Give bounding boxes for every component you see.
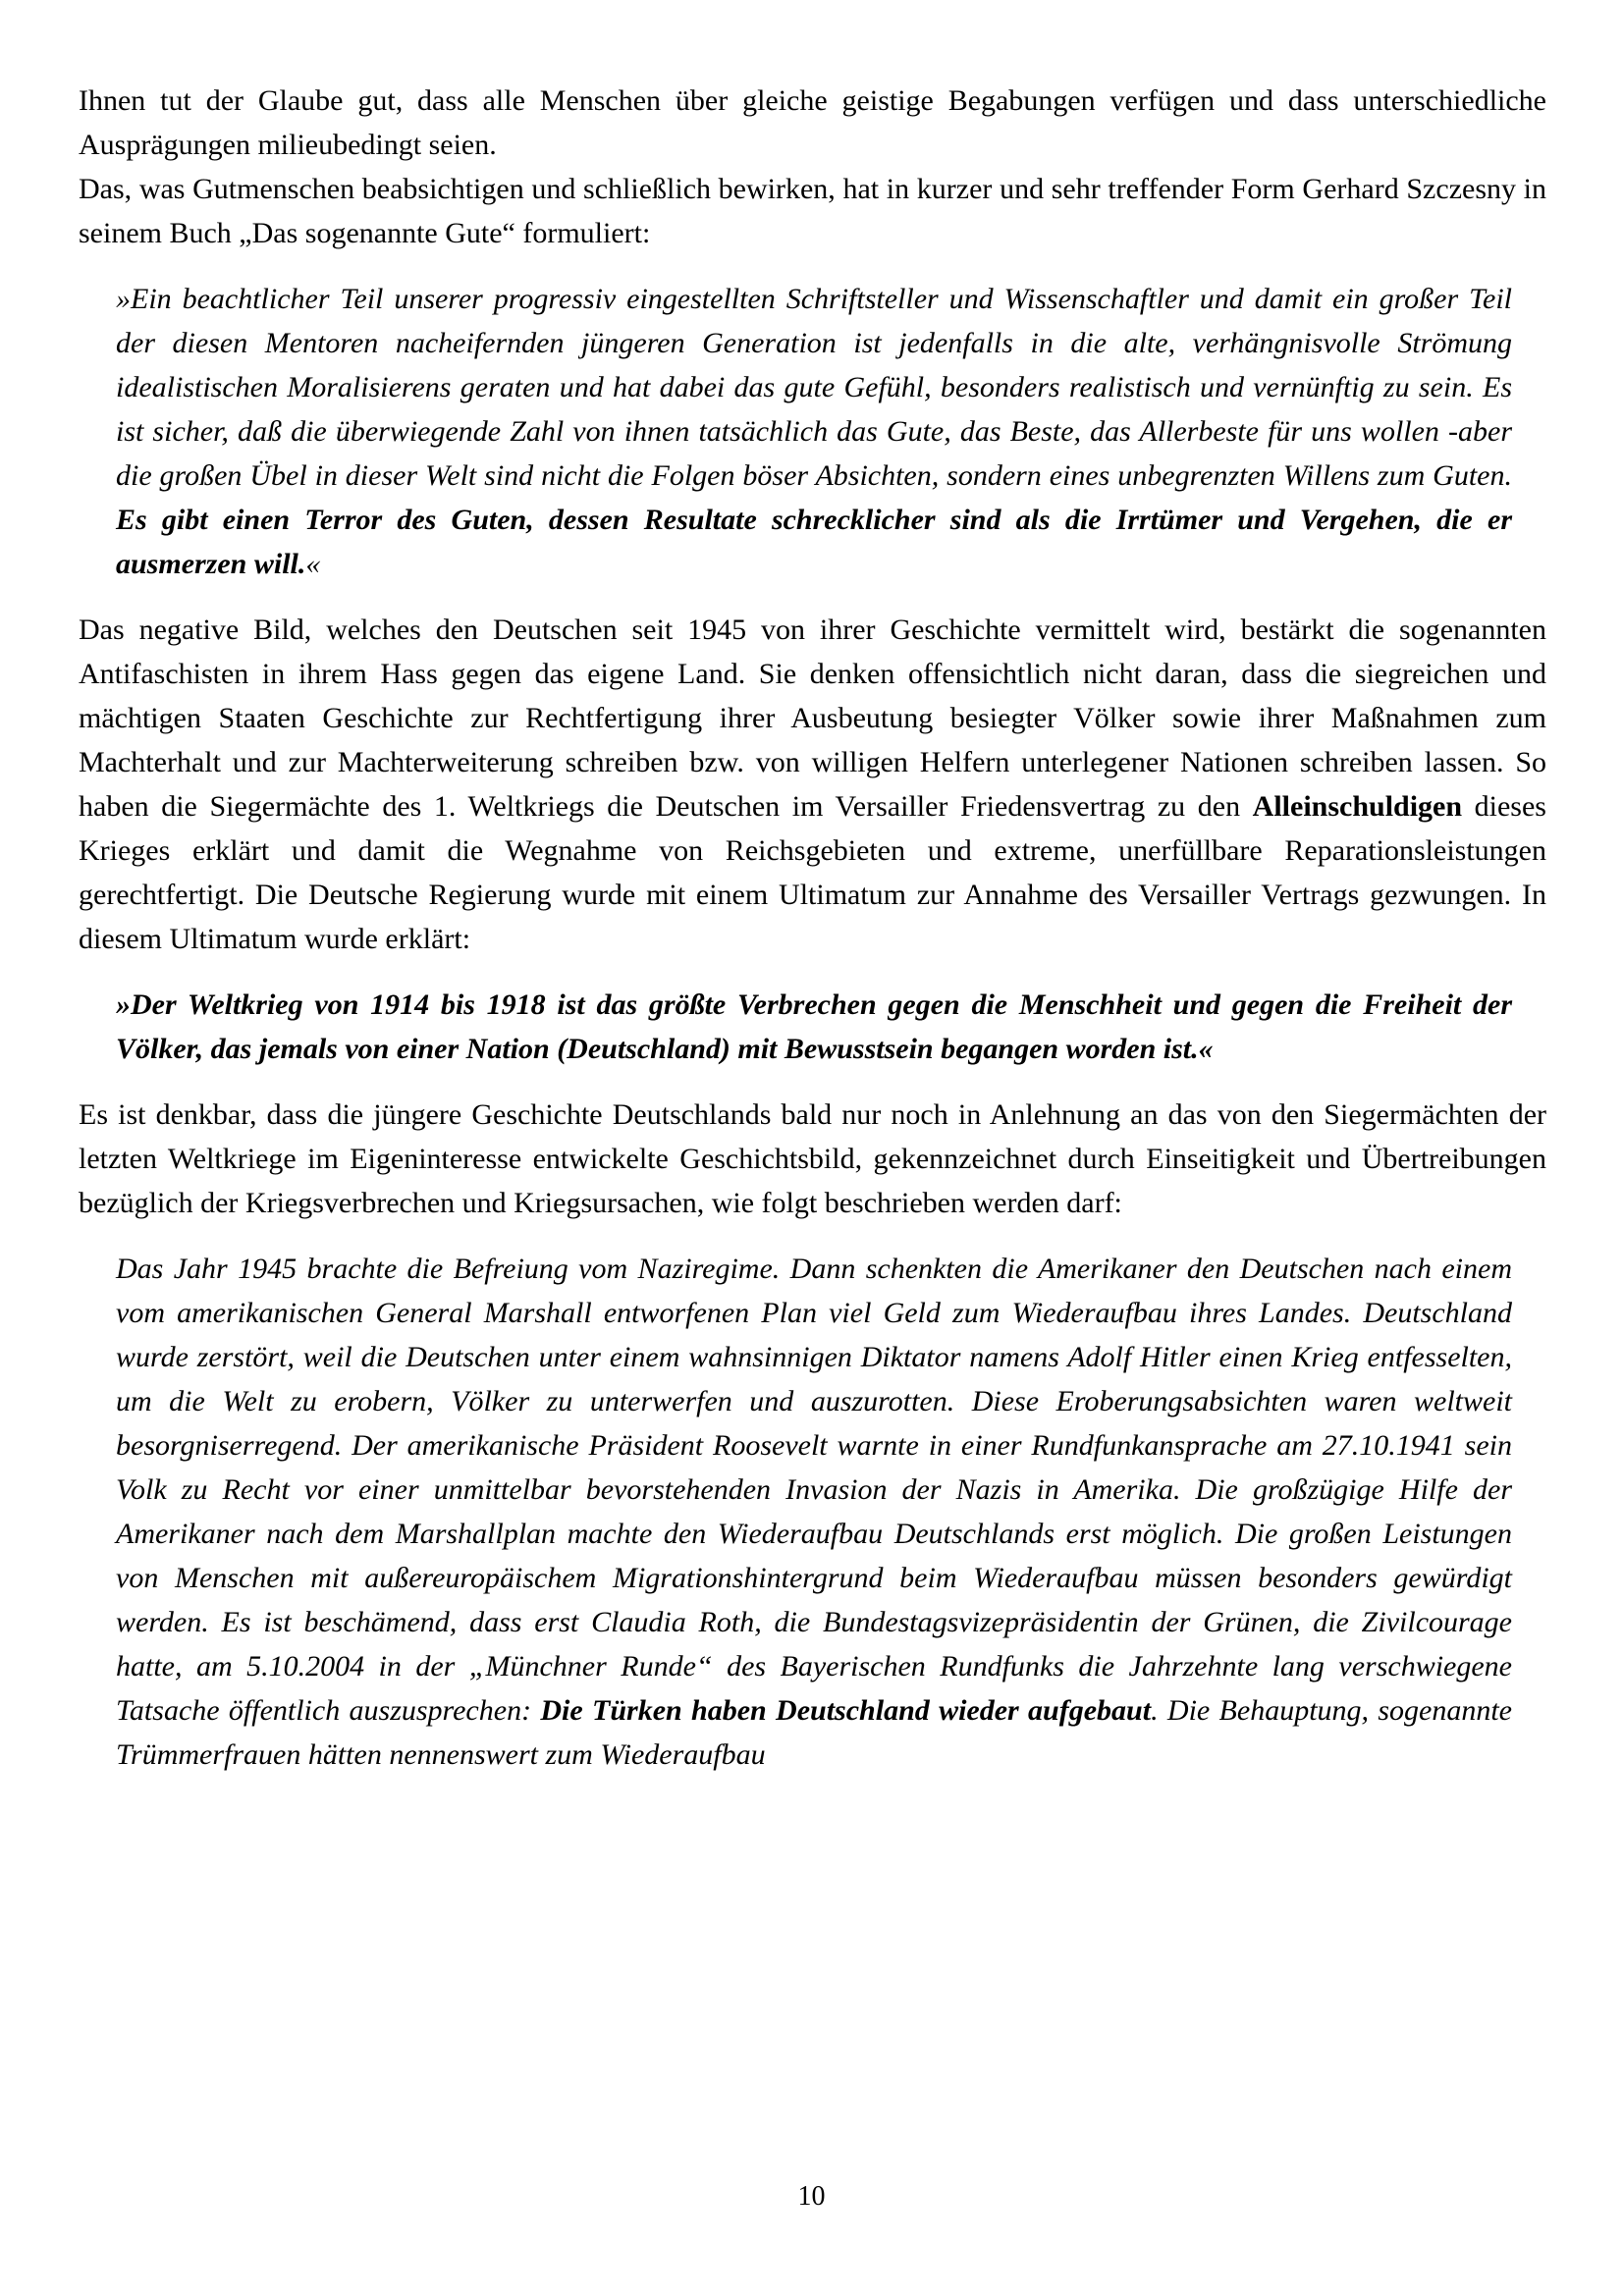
quote-ultimatum: »Der Weltkrieg von 1914 bis 1918 ist das größte Verbrechen gegen die Menschheit und gegen die Freiheit der Völker, das jemals von einer Nation (Deutschland) mit Bewusstsein begangen worden ist.« [116, 988, 1512, 1065]
paragraph-negatives-bild-text-2: dieses Krieges erklärt und damit die Wegnahme von Reichsgebieten und extreme, unerfüllbare Reparationsleistungen gerechtfertigt. Die Deutsche Regierung wurde mit einem Ultimatum zur Annahme des Versailler Vertrags gezwungen. In diesem Ultimatum wurde erklärt: [79, 790, 1546, 955]
paragraph-negatives-bild-text-1: Das negative Bild, welches den Deutschen seit 1945 von ihrer Geschichte vermittelt wird, bestärkt die sogenannten Antifaschisten in ihrem Hass gegen das eigene Land. Sie denken offensichtlich nicht daran, dass die siegreichen und mächtigen Staaten Geschichte zur Rechtfertigung ihrer Ausbeutung besiegter Völker sowie ihrer Maßnahmen zum Machterhalt und zur Machterweiterung schreiben bzw. von willigen Helfern unterlegener Nationen schreiben lassen. So haben die Siegermächte des 1. Weltkriegs die Deutschen im Versailler Friedensvertrag zu den [79, 614, 1546, 823]
quote-szczesny-text: »Ein beachtlicher Teil unserer progressiv eingestellten Schriftsteller und Wissenschaftler und damit ein großer Teil der diesen Mentoren nacheifernden jüngeren Generation ist jedenfalls in die alte, verhängnisvolle Strömung idealistischen Moralisierens geraten und hat dabei das gute Gefühl, besonders realistisch und vernünftig zu sein. Es ist sicher, daß die überwiegende Zahl von ihnen tatsächlich das Gute, das Beste, das Allerbeste für uns wollen -aber die großen Übel in dieser Welt sind nicht die Folgen böser Absichten, sondern eines unbegrenzten Willens zum Guten. [116, 283, 1512, 492]
quote-geschichtsbild [116, 1247, 1512, 1777]
quote-szczesny [116, 277, 1512, 586]
paragraph-negatives-bild-bold: Alleinschuldigen [1252, 790, 1463, 823]
quote-geschichtsbild-text-2: . Die Behauptung, sogenannte Trümmerfrauen hätten nennenswert zum Wiederaufbau [116, 1694, 1512, 1771]
paragraph-es-ist-denkbar: Es ist denkbar, dass die jüngere Geschichte Deutschlands bald nur noch in Anlehnung an das von den Siegermächten der letzten Weltkriege im Eigeninteresse entwickelte Geschichtsbild, gekennzeichnet durch Einseitigkeit und Übertreibungen bezüglich der Kriegsverbrechen und Kriegsursachen, wie folgt beschrieben werden darf: [79, 1098, 1546, 1219]
quote-geschichtsbild-bold: Die Türken haben Deutschland wieder aufgebaut [540, 1694, 1152, 1727]
quote-szczesny-closing: « [305, 548, 321, 580]
paragraph-glaube: Ihnen tut der Glaube gut, dass alle Menschen über gleiche geistige Begabungen verfügen und dass unterschiedliche Ausprägungen milieubedingt seien. [79, 84, 1546, 161]
paragraph-gutmenschen: Das, was Gutmenschen beabsichtigen und schließlich bewirken, hat in kurzer und sehr treffender Form Gerhard Szczesny in seinem Buch „Das sogenannte Gute“ formuliert: [79, 173, 1546, 249]
paragraph-negatives-bild [79, 608, 1546, 961]
quote-szczesny-bold: Es gibt einen Terror des Guten, dessen Resultate schrecklicher sind als die Irrtümer und Vergehen, die er ausmerzen will. [116, 504, 1512, 580]
quote-geschichtsbild-text-1: Das Jahr 1945 brachte die Befreiung vom Naziregime. Dann schenkten die Amerikaner den Deutschen nach einem vom amerikanischen General Marshall entworfenen Plan viel Geld zum Wiederaufbau ihres Landes. Deutschland wurde zerstört, weil die Deutschen unter einem wahnsinnigen Diktator namens Adolf Hitler einen Krieg entfesselten, um die Welt zu erobern, Völker zu unterwerfen und auszurotten. Diese Eroberungsabsichten waren weltweit besorgniserregend. Der amerikanische Präsident Roosevelt warnte in einer Rundfunkansprache am 27.10.1941 sein Volk zu Recht vor einer unmittelbar bevorstehenden Invasion der Nazis in Amerika. Die großzügige Hilfe der Amerikaner nach dem Marshallplan machte den Wiederaufbau Deutschlands erst möglich. Die großen Leistungen von Menschen mit außereuropäischem Migrationshintergrund beim Wiederaufbau müssen besonders gewürdigt werden. Es ist beschämend, dass erst Claudia Roth, die Bundestagsvizepräsidentin der Grünen, die Zivilcourage hatte, am 5.10.2004 in der „Münchner Runde“ des Bayerischen Rundfunks die Jahrzehnte lang verschwiegene Tatsache öffentlich auszusprechen: [116, 1253, 1512, 1727]
page-body [79, 79, 1546, 1777]
page-number: 10 [797, 2181, 826, 2212]
